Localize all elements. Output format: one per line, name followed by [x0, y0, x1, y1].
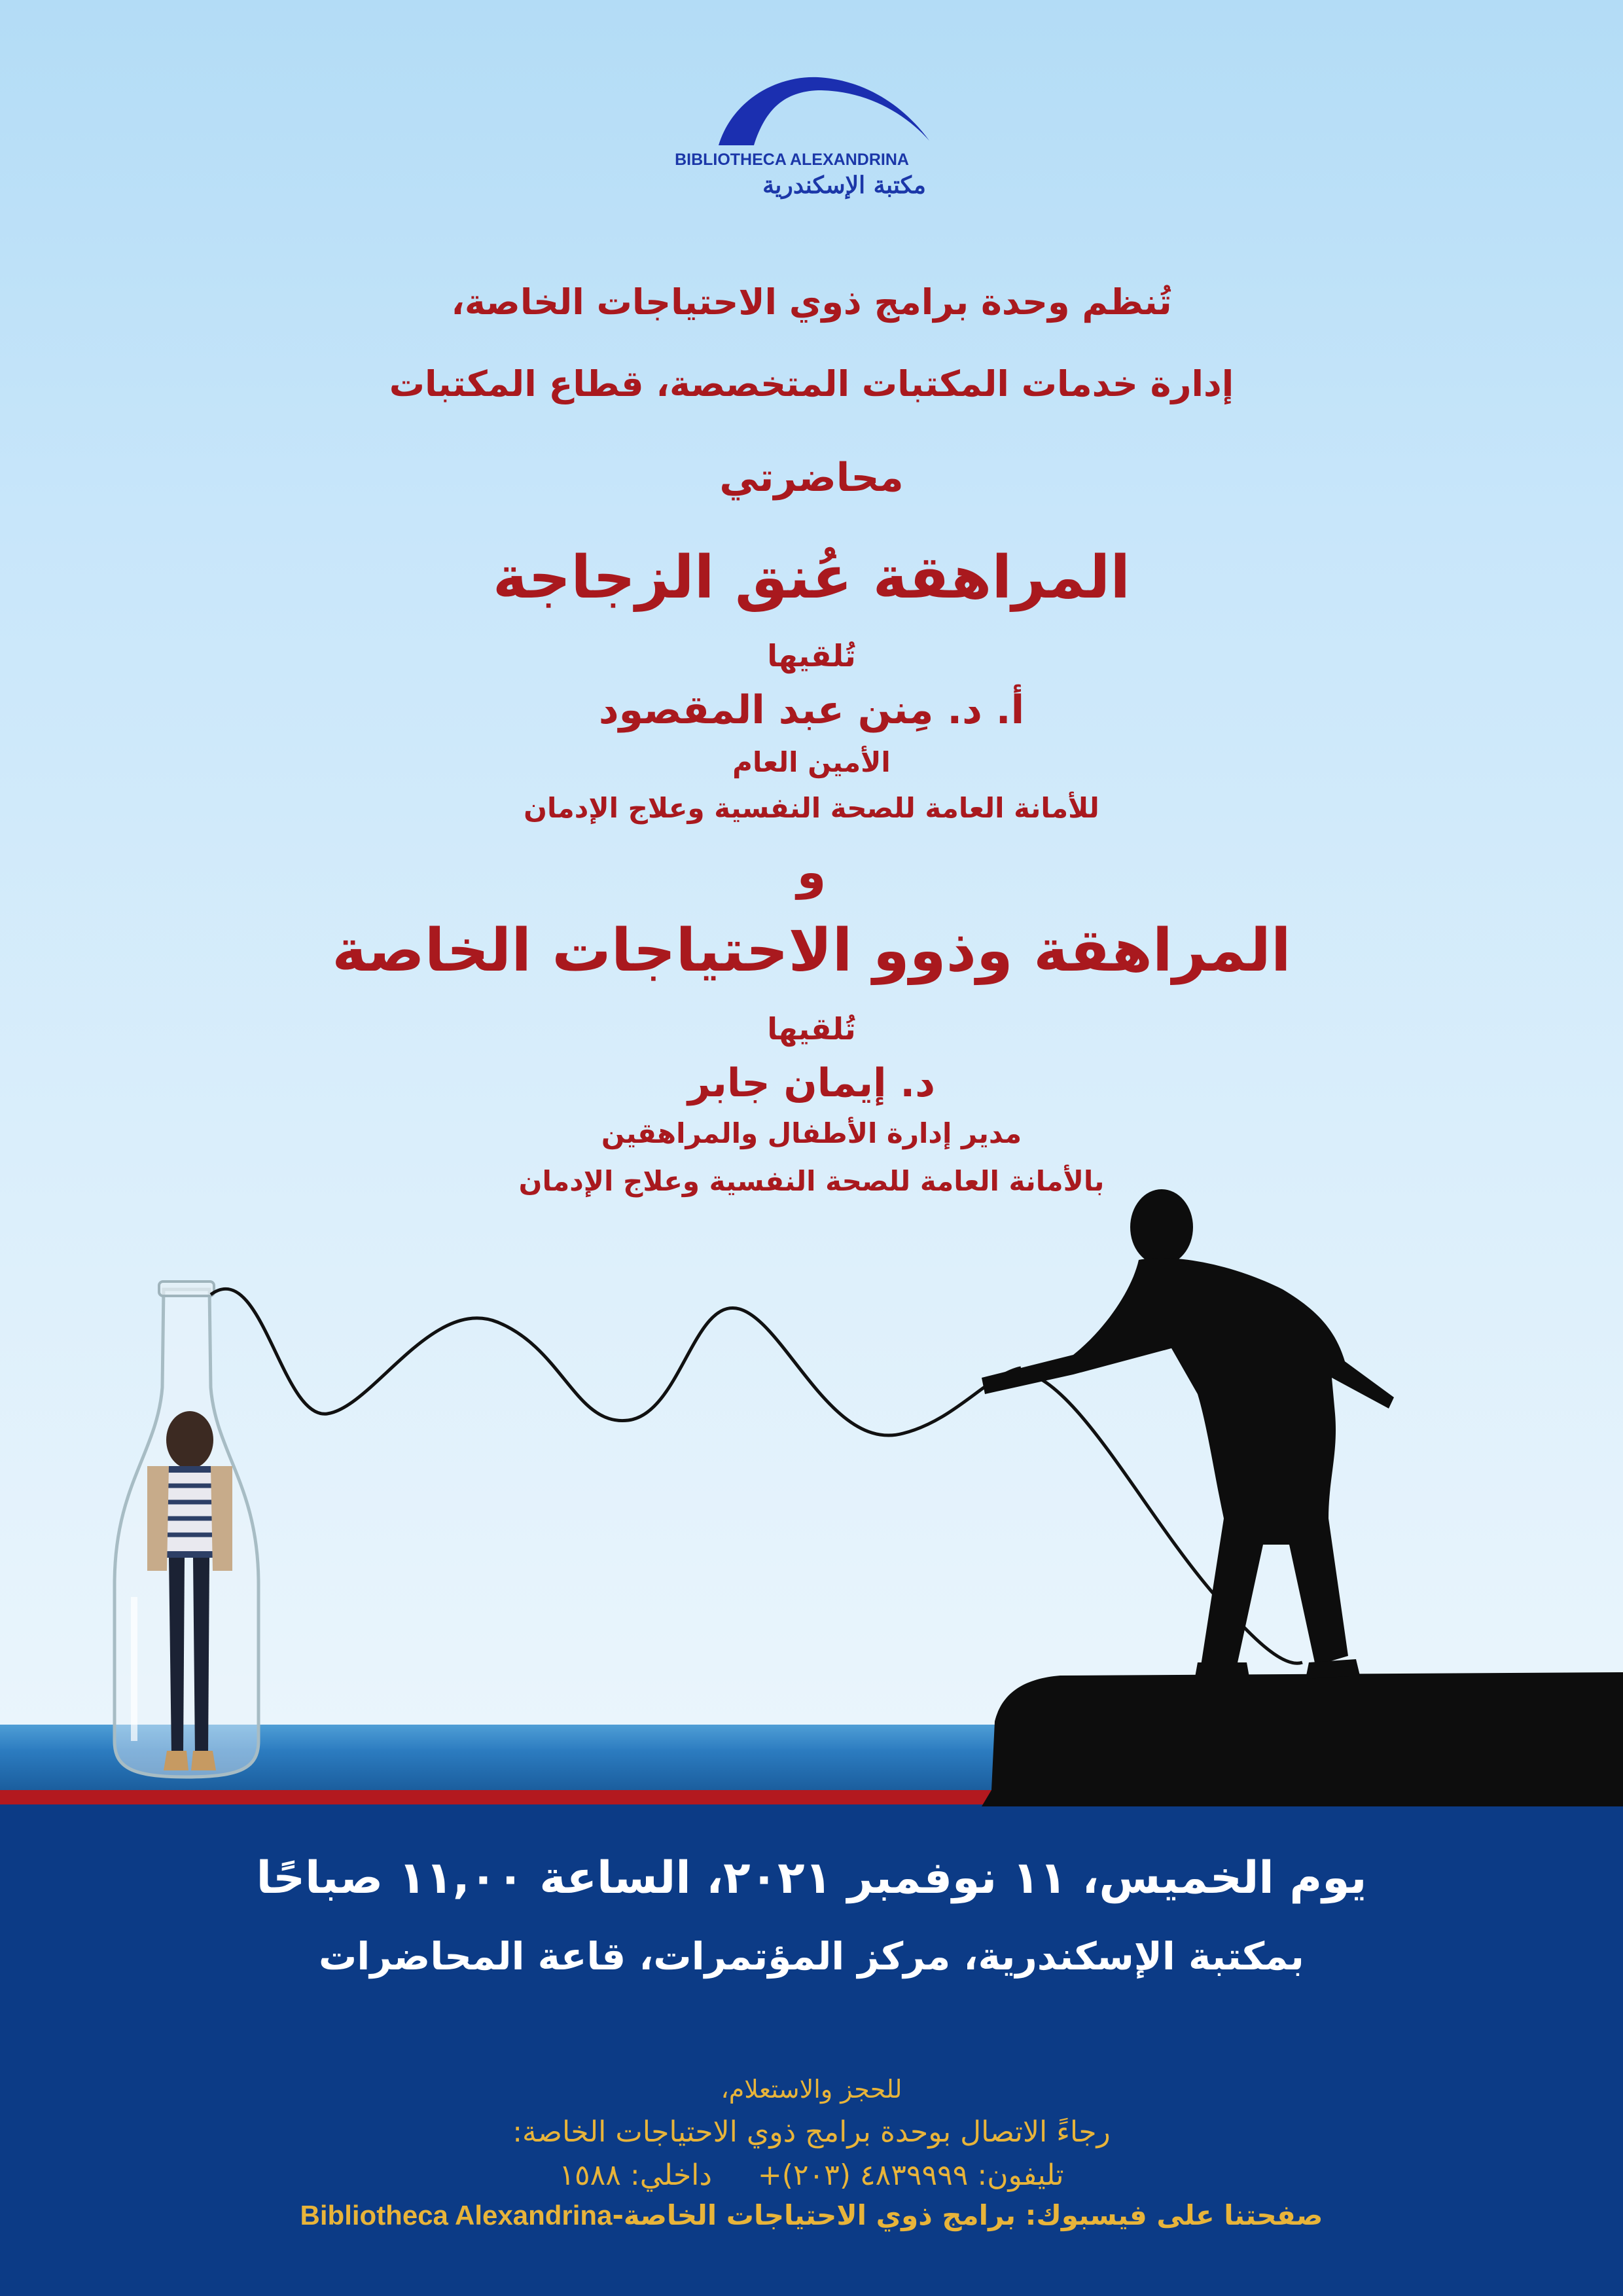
lecture2-speaker: د. إيمان جابر — [687, 1060, 936, 1106]
rope-line — [211, 1289, 1021, 1435]
cliff-silhouette — [982, 1672, 1623, 1806]
event-datetime: يوم الخميس، ١١ نوفمبر ٢٠٢١، الساعة ١١,٠٠ صباحًا — [256, 1852, 1367, 1904]
organizer-line-2: إدارة خدمات المكتبات المتخصصة، قطاع المكتبات — [389, 363, 1234, 404]
contact-instruction: رجاءً الاتصال بوحدة برامج ذوي الاحتياجات الخاصة: — [512, 2115, 1111, 2149]
facebook-line[interactable] — [0, 2199, 1623, 2231]
lecture2-role: مدير إدارة الأطفال والمراهقين — [601, 1117, 1022, 1149]
lectures-intro: محاضرتي — [719, 455, 904, 501]
man-silhouette-icon — [982, 1189, 1394, 1681]
booking-label: للحجز والاستعلام، — [721, 2075, 902, 2104]
lecture1-title: المراهقة عُنق الزجاجة — [492, 543, 1131, 612]
lecture1-org: للأمانة العامة للصحة النفسية وعلاج الإدمان — [524, 792, 1099, 824]
bibliotheca-arc-logo-icon — [707, 72, 942, 154]
logo-name-ar: مكتبة الإسكندرية — [762, 171, 926, 199]
lecture2-by: تُلقيها — [767, 1011, 856, 1047]
lecture2-org: بالأمانة العامة للصحة النفسية وعلاج الإدمان — [518, 1165, 1105, 1197]
organizer-line-1: تُنظم وحدة برامج ذوي الاحتياجات الخاصة، — [451, 281, 1172, 323]
lecture1-speaker: أ. د. مِنن عبد المقصود — [598, 687, 1025, 733]
facebook-page-en[interactable]: Bibliotheca Alexandrina — [300, 2200, 613, 2231]
event-venue: بمكتبة الإسكندرية، مركز المؤتمرات، قاعة المحاضرات — [319, 1934, 1304, 1979]
conjunction-and: و — [796, 844, 827, 899]
lecture2-title: المراهقة وذوو الاحتياجات الخاصة — [332, 916, 1291, 985]
lecture1-role: الأمين العام — [732, 746, 891, 778]
logo-name-en: BIBLIOTHECA ALEXANDRINA — [675, 151, 909, 169]
contact-phone[interactable]: تليفون: ٤٨٣٩٩٩٩ (٢٠٣)+ داخلي: ١٥٨٨ — [559, 2159, 1064, 2192]
facebook-page-ar[interactable]: صفحتنا على فيسبوك: برامج ذوي الاحتياجات الخاصة- — [612, 2199, 1323, 2231]
bottle-illustration — [0, 1178, 1623, 1806]
lecture1-by: تُلقيها — [767, 638, 856, 673]
